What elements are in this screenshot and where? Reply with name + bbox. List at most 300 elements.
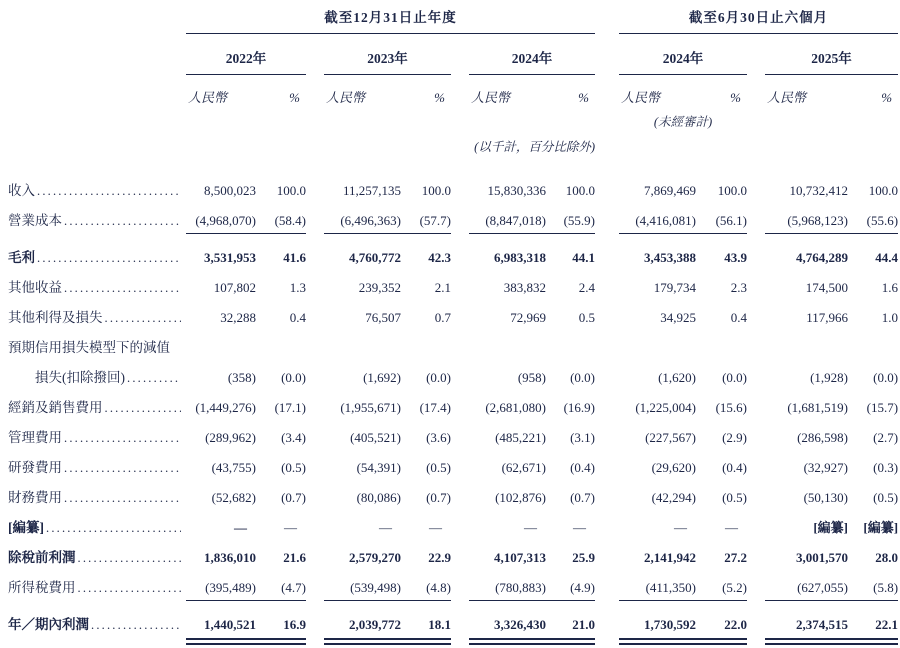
value-cell: 44.4	[875, 250, 899, 265]
column-gap	[306, 296, 324, 326]
table-row	[8, 603, 898, 633]
column-gap	[595, 236, 619, 266]
value-cell: (54,391)	[356, 460, 401, 475]
double-rule	[186, 638, 256, 645]
value-cell: (780,883)	[495, 580, 546, 595]
value-cell: 32,288	[220, 310, 256, 325]
column-gap	[451, 157, 469, 199]
value-cell: (3.1)	[570, 430, 595, 445]
value-cell: (4.9)	[570, 580, 595, 595]
units-note-row	[8, 130, 898, 157]
value-cell: 179,734	[653, 280, 696, 295]
column-gap	[595, 416, 619, 446]
units-note: (以千計，百分比除外)	[474, 140, 595, 154]
row-label: 財務費用 .....	[8, 476, 186, 506]
column-gap	[747, 416, 765, 446]
value-cell: 21.0	[572, 617, 595, 632]
value-cell: 22.0	[724, 617, 747, 632]
single-rule	[324, 229, 401, 234]
value-cell: (0.3)	[873, 460, 899, 475]
value-cell: (4,416,081)	[635, 213, 696, 228]
percent-header: %	[881, 90, 893, 105]
dot-leader	[64, 280, 181, 296]
column-gap	[451, 386, 469, 416]
value-cell: 16.9	[283, 617, 306, 632]
value-cell: 7,869,469	[644, 183, 696, 198]
value-cell: (0.4)	[722, 460, 747, 475]
value-cell: (8,847,018)	[485, 213, 546, 228]
percent-header: %	[434, 90, 445, 105]
column-gap	[451, 236, 469, 266]
value-cell: [編纂]	[813, 520, 848, 535]
value-cell: 28.0	[875, 550, 899, 565]
table-row	[8, 566, 898, 596]
column-gap	[747, 236, 765, 266]
row-label: 所得稅費用 .....	[8, 566, 186, 596]
row-label: 營業成本 .....	[8, 199, 186, 229]
year-header-2024: 2024年	[469, 34, 595, 75]
value-cell: (50,130)	[803, 490, 848, 505]
value-cell: (102,876)	[495, 490, 546, 505]
double-rule	[619, 638, 696, 645]
column-gap	[747, 266, 765, 296]
value-cell: 117,966	[806, 310, 848, 325]
value-cell: (227,567)	[645, 430, 696, 445]
value-cell: 27.2	[724, 550, 747, 565]
column-gap	[306, 566, 324, 596]
value-cell: 21.6	[283, 550, 306, 565]
single-rule	[469, 229, 546, 234]
single-rule	[765, 229, 848, 234]
column-gap	[451, 476, 469, 506]
value-cell: 174,500	[805, 280, 848, 295]
column-gap	[306, 506, 324, 536]
row-label: 損失(扣除撥回) .....	[8, 356, 186, 386]
table-row	[8, 506, 898, 536]
value-cell: 100.0	[868, 183, 899, 198]
group-header-row	[8, 4, 898, 34]
value-cell: 44.1	[572, 250, 595, 265]
value-cell: 22.9	[428, 550, 451, 565]
row-label: 研發費用 .....	[8, 446, 186, 476]
column-gap	[451, 446, 469, 476]
table-row	[8, 386, 898, 416]
table-row	[8, 157, 898, 199]
column-gap	[306, 157, 324, 199]
value-cell: —	[573, 520, 586, 535]
single-rule	[256, 229, 306, 234]
value-cell: 11,257,135	[342, 183, 401, 198]
value-cell: [編纂]	[863, 520, 899, 535]
column-gap	[451, 356, 469, 386]
value-cell: (52,682)	[211, 490, 256, 505]
column-gap	[747, 386, 765, 416]
column-gap	[451, 603, 469, 633]
column-gap	[747, 506, 765, 536]
value-cell: 0.7	[434, 310, 451, 325]
value-cell: 100.0	[717, 183, 747, 198]
column-gap	[306, 476, 324, 506]
column-gap	[595, 446, 619, 476]
single-rule	[186, 596, 256, 601]
percent-header: %	[730, 90, 741, 105]
value-cell: (1,225,004)	[635, 400, 696, 415]
value-cell: —	[234, 520, 247, 535]
value-cell: (3.4)	[281, 430, 306, 445]
table-body	[8, 157, 898, 648]
double-rule	[696, 638, 747, 645]
value-cell: —	[524, 520, 537, 535]
percent-header: %	[578, 90, 589, 105]
value-cell: (411,350)	[645, 580, 696, 595]
dot-leader	[64, 490, 181, 506]
value-cell: 15,830,336	[487, 183, 546, 198]
value-cell: (0.0)	[426, 370, 451, 385]
row-label: 其他收益 .....	[8, 266, 186, 296]
value-cell: (55.6)	[866, 213, 899, 228]
single-rule	[619, 596, 696, 601]
column-gap	[595, 633, 619, 648]
value-cell: 0.4	[730, 310, 747, 325]
value-cell: 10,732,412	[789, 183, 848, 198]
value-cell: 2.4	[578, 280, 595, 295]
value-cell: (1,681,519)	[787, 400, 848, 415]
value-cell: (15.6)	[715, 400, 747, 415]
column-gap	[747, 536, 765, 566]
single-rule-row	[8, 229, 898, 236]
column-gap	[747, 199, 765, 229]
double-rule	[848, 638, 898, 645]
column-gap	[747, 596, 765, 603]
double-rule	[469, 638, 546, 645]
single-rule	[696, 229, 747, 234]
column-gap	[595, 506, 619, 536]
value-cell: (55.9)	[563, 213, 595, 228]
double-rule-row	[8, 633, 898, 648]
table-row	[8, 199, 898, 229]
dot-leader	[78, 580, 182, 596]
table-row	[8, 236, 898, 266]
dot-leader	[64, 213, 181, 229]
group-header-annual: 截至12月31日止年度	[186, 4, 595, 34]
column-gap	[451, 506, 469, 536]
column-gap	[451, 199, 469, 229]
value-cell: (0.7)	[281, 490, 306, 505]
value-cell: 4,764,289	[796, 250, 848, 265]
column-gap	[595, 596, 619, 603]
value-cell: 2,039,772	[349, 617, 401, 632]
value-cell: 25.9	[572, 550, 595, 565]
table-row	[8, 476, 898, 506]
value-cell: (16.9)	[563, 400, 595, 415]
value-cell: (0.0)	[873, 370, 899, 385]
single-rule	[765, 596, 848, 601]
column-gap	[306, 236, 324, 266]
row-label: 其他利得及損失 .....	[8, 296, 186, 326]
value-cell: (17.4)	[419, 400, 451, 415]
row-label: 年／期內利潤 .....	[8, 603, 186, 633]
value-cell: (29,620)	[651, 460, 696, 475]
column-gap	[306, 536, 324, 566]
column-gap	[747, 566, 765, 596]
value-cell: 1.6	[881, 280, 899, 295]
column-gap	[595, 266, 619, 296]
column-gap	[747, 446, 765, 476]
single-rule-row	[8, 596, 898, 603]
single-rule	[848, 229, 898, 234]
column-gap	[747, 633, 765, 648]
currency-header: 人民幣	[326, 90, 366, 105]
year-header-2025-interim: 2025年	[765, 34, 898, 75]
column-gap	[306, 199, 324, 229]
dot-leader	[37, 183, 181, 199]
column-gap	[306, 603, 324, 633]
table-row	[8, 266, 898, 296]
value-cell: (289,962)	[205, 430, 256, 445]
column-gap	[451, 566, 469, 596]
value-cell: 1,730,592	[644, 617, 696, 632]
value-cell: (0.4)	[570, 460, 595, 475]
column-gap	[451, 296, 469, 326]
value-cell: 2,579,270	[349, 550, 401, 565]
year-header-2023: 2023年	[324, 34, 451, 75]
currency-header: 人民幣	[767, 90, 807, 105]
column-gap	[595, 536, 619, 566]
value-cell: —	[429, 520, 442, 535]
percent-header: %	[289, 90, 300, 105]
value-cell: (58.4)	[274, 213, 306, 228]
single-rule	[469, 596, 546, 601]
value-cell: (6,496,363)	[340, 213, 401, 228]
dot-leader	[127, 370, 181, 386]
value-cell: (32,927)	[803, 460, 848, 475]
value-cell: (405,521)	[350, 430, 401, 445]
column-gap	[306, 356, 324, 386]
value-cell: (2.7)	[873, 430, 899, 445]
dot-leader	[37, 250, 181, 266]
value-cell: (15.7)	[866, 400, 899, 415]
column-gap	[595, 296, 619, 326]
value-cell: 4,107,313	[494, 550, 546, 565]
double-rule	[546, 638, 595, 645]
value-cell: (5,968,123)	[787, 213, 848, 228]
value-cell: (4.8)	[426, 580, 451, 595]
currency-header: 人民幣	[621, 90, 661, 105]
value-cell: 383,832	[503, 280, 546, 295]
double-rule	[765, 638, 848, 645]
single-rule	[186, 229, 256, 234]
row-label: [編纂] .....	[8, 506, 186, 536]
financial-summary-table	[8, 4, 898, 648]
value-cell: (5.2)	[722, 580, 747, 595]
value-cell: (43,755)	[211, 460, 256, 475]
column-gap	[595, 356, 619, 386]
double-rule	[256, 638, 306, 645]
value-cell: (42,294)	[651, 490, 696, 505]
value-cell: (80,086)	[356, 490, 401, 505]
column-gap	[451, 266, 469, 296]
value-cell: 43.9	[724, 250, 747, 265]
value-cell: (17.1)	[274, 400, 306, 415]
value-cell: (0.5)	[722, 490, 747, 505]
column-gap	[595, 566, 619, 596]
column-gap	[306, 386, 324, 416]
value-cell: 0.4	[289, 310, 306, 325]
group-gap	[595, 4, 619, 34]
row-label: 除稅前利潤 .....	[8, 536, 186, 566]
value-cell: 4,760,772	[349, 250, 401, 265]
value-cell: (1,692)	[363, 370, 401, 385]
value-cell: 41.6	[283, 250, 306, 265]
value-cell: 76,507	[365, 310, 401, 325]
value-cell: (395,489)	[205, 580, 256, 595]
row-label: 預期信用損失模型下的減值	[8, 340, 170, 355]
column-gap	[306, 229, 324, 236]
dot-leader	[46, 520, 181, 536]
value-cell: (0.0)	[722, 370, 747, 385]
value-cell: 107,802	[213, 280, 256, 295]
row-label: 毛利 .....	[8, 236, 186, 266]
table-row	[8, 356, 898, 386]
column-gap	[595, 476, 619, 506]
value-cell: 22.1	[875, 617, 899, 632]
column-gap	[306, 633, 324, 648]
value-cell: (0.7)	[570, 490, 595, 505]
column-gap	[747, 229, 765, 236]
unaudited-row	[8, 107, 898, 130]
column-gap	[595, 199, 619, 229]
group-header-interim: 截至6月30日止六個月	[619, 4, 898, 34]
value-cell: (56.1)	[715, 213, 747, 228]
value-cell: —	[284, 520, 297, 535]
value-cell: —	[379, 520, 392, 535]
value-cell: 1,836,010	[204, 550, 256, 565]
value-cell: (1,955,671)	[340, 400, 401, 415]
single-rule	[619, 229, 696, 234]
value-cell: —	[674, 520, 687, 535]
value-cell: 2,374,515	[796, 617, 848, 632]
value-cell: 3,326,430	[494, 617, 546, 632]
value-cell: (958)	[517, 370, 546, 385]
value-cell: (2.9)	[722, 430, 747, 445]
column-gap	[595, 386, 619, 416]
column-gap	[451, 596, 469, 603]
value-cell: 1.0	[881, 310, 899, 325]
value-cell: (57.7)	[419, 213, 451, 228]
single-rule	[546, 596, 595, 601]
value-cell: 2.3	[730, 280, 747, 295]
value-cell: (0.5)	[426, 460, 451, 475]
value-cell: 6,983,318	[494, 250, 546, 265]
unaudited-note: (未經審計)	[653, 115, 713, 129]
column-gap	[595, 229, 619, 236]
double-rule	[401, 638, 451, 645]
value-cell: (0.0)	[281, 370, 306, 385]
value-cell: (2,681,080)	[485, 400, 546, 415]
value-cell: (1,620)	[658, 370, 696, 385]
currency-header: 人民幣	[188, 90, 228, 105]
currency-header: 人民幣	[471, 90, 511, 105]
dot-leader	[78, 550, 182, 566]
column-gap	[451, 229, 469, 236]
table-row	[8, 536, 898, 566]
row-label: 經銷及銷售費用 .....	[8, 386, 186, 416]
year-header-row	[8, 34, 898, 75]
value-cell: 1.3	[289, 280, 306, 295]
column-gap	[747, 356, 765, 386]
dot-leader	[64, 460, 181, 476]
value-cell: 0.5	[578, 310, 595, 325]
value-cell: (4,968,070)	[195, 213, 256, 228]
value-cell: 3,001,570	[796, 550, 848, 565]
value-cell: —	[725, 520, 738, 535]
dot-leader	[105, 400, 182, 416]
corner-cell	[8, 4, 186, 34]
column-gap	[306, 446, 324, 476]
value-cell: (0.5)	[281, 460, 306, 475]
value-cell: (485,221)	[495, 430, 546, 445]
value-cell: (1,449,276)	[195, 400, 256, 415]
dot-leader	[91, 617, 181, 633]
dot-leader	[64, 430, 181, 446]
value-cell: (5.8)	[873, 580, 899, 595]
column-gap	[747, 157, 765, 199]
value-cell: (0.5)	[873, 490, 899, 505]
value-cell: (358)	[227, 370, 256, 385]
single-rule	[324, 596, 401, 601]
value-cell: (4.7)	[281, 580, 306, 595]
column-gap	[747, 603, 765, 633]
row-label: 管理費用 .....	[8, 416, 186, 446]
table-row	[8, 446, 898, 476]
currency-header-row	[8, 75, 898, 108]
single-rule	[401, 229, 451, 234]
column-gap	[451, 633, 469, 648]
column-gap	[306, 596, 324, 603]
value-cell: (627,055)	[797, 580, 848, 595]
double-rule	[324, 638, 401, 645]
value-cell: (62,671)	[501, 460, 546, 475]
value-cell: 2,141,942	[644, 550, 696, 565]
value-cell: 8,500,023	[204, 183, 256, 198]
value-cell: 72,969	[510, 310, 546, 325]
column-gap	[595, 157, 619, 199]
value-cell: 2.1	[434, 280, 451, 295]
row-label: 收入 .....	[8, 157, 186, 199]
column-gap	[451, 536, 469, 566]
year-header-2022: 2022年	[186, 34, 306, 75]
column-gap	[595, 603, 619, 633]
column-gap	[306, 416, 324, 446]
value-cell: 42.3	[428, 250, 451, 265]
value-cell: (286,598)	[797, 430, 848, 445]
dot-leader	[105, 310, 182, 326]
table-row	[8, 296, 898, 326]
value-cell: (0.0)	[570, 370, 595, 385]
value-cell: 18.1	[428, 617, 451, 632]
value-cell: (539,498)	[350, 580, 401, 595]
value-cell: 34,925	[660, 310, 696, 325]
value-cell: 100.0	[421, 183, 451, 198]
single-rule	[256, 596, 306, 601]
value-cell: 100.0	[565, 183, 595, 198]
value-cell: 3,453,388	[644, 250, 696, 265]
single-rule	[401, 596, 451, 601]
single-rule	[696, 596, 747, 601]
table-row	[8, 416, 898, 446]
column-gap	[747, 296, 765, 326]
value-cell: 3,531,953	[204, 250, 256, 265]
